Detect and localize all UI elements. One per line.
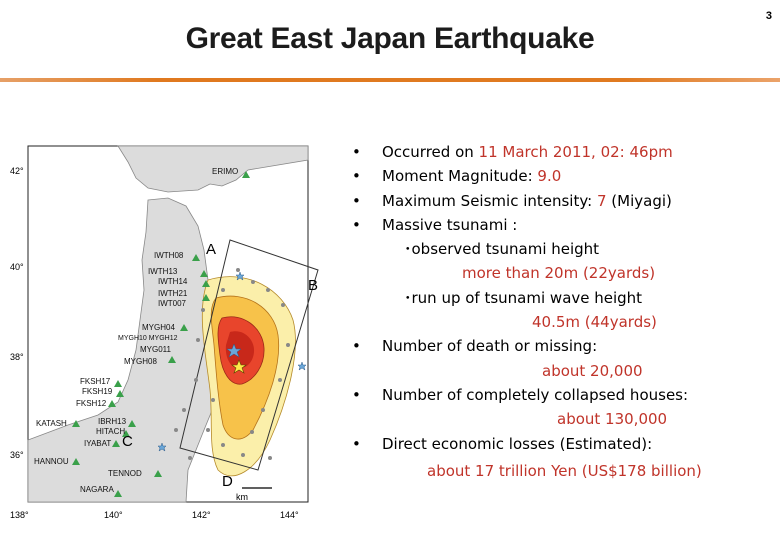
bullet: • — [352, 337, 361, 356]
slide-title: Great East Japan Earthquake — [185, 22, 595, 55]
bullet: • — [352, 385, 361, 404]
station-label: IWTH08 — [154, 251, 184, 260]
list-item — [352, 432, 772, 456]
list-item — [352, 189, 772, 213]
title-rule — [0, 78, 780, 82]
line-label: C — [122, 433, 133, 450]
lat-label: 36° — [10, 450, 24, 460]
fact-value: 40.5m (44yards) — [532, 313, 657, 332]
list-item — [352, 383, 772, 407]
list-item — [352, 164, 772, 188]
fact-value: 9.0 — [537, 167, 562, 186]
scale-label: km — [236, 492, 248, 502]
list-item — [352, 140, 772, 164]
station-label: IWTH21 — [158, 289, 188, 298]
fact-label: Number of completely collapsed houses: — [382, 385, 689, 404]
station-label: IWT007 — [158, 299, 187, 308]
bullet: • — [352, 143, 361, 161]
station-label: NAGARA — [80, 485, 114, 494]
fact-label: Occurred on — [382, 143, 479, 161]
map-svg — [8, 140, 328, 524]
station-label: MYG011 — [140, 345, 171, 354]
bullet: • — [352, 215, 361, 234]
fact-label: (Miyagi) — [606, 191, 672, 210]
line-label: A — [206, 241, 217, 258]
fact-label: Maximum Seismic intensity: — [382, 191, 597, 210]
earthquake-map — [8, 140, 328, 524]
lon-label: 138° — [10, 510, 29, 520]
list-item — [352, 213, 772, 237]
station-label: ERIMO — [212, 167, 239, 176]
station-label: IWTH13 — [148, 267, 178, 276]
page-number: 3 — [765, 10, 772, 22]
station-label: IBRH13 — [98, 417, 127, 426]
list-item — [352, 334, 772, 358]
bullet: • — [352, 191, 361, 210]
line-label: B — [308, 277, 319, 294]
station-label: MYGH08 — [124, 357, 157, 366]
station-label: IYABAT — [84, 439, 112, 448]
fact-label: Number of death or missing: — [382, 337, 598, 356]
lon-label: 144° — [280, 510, 299, 520]
fact-value: 7 — [596, 191, 607, 210]
fact-value: more than 20m (22yards) — [462, 264, 656, 283]
fact-value: about 20,000 — [542, 361, 643, 380]
fact-label: Massive tsunami : — [382, 215, 518, 234]
facts-list — [352, 140, 772, 456]
station-label: MYGH04 — [142, 323, 175, 332]
station-label: KATASH — [36, 419, 67, 428]
sub-item: ･run up of tsunami wave height — [404, 288, 643, 307]
losses-value: about 17 trillion Yen (US$178 billion) — [427, 462, 702, 480]
lon-label: 140° — [104, 510, 123, 520]
station-label: FKSH19 — [82, 387, 113, 396]
station-label: MYGH10 MYGH12 — [118, 335, 178, 342]
station-label: HITACH — [96, 427, 126, 436]
station-label: FKSH17 — [80, 377, 111, 386]
fact-label: Direct economic losses (Estimated): — [382, 434, 653, 453]
fact-value: 11 March 2011, 02: 46pm — [478, 143, 673, 161]
station-label: HANNOU — [34, 457, 69, 466]
lat-label: 40° — [10, 262, 24, 272]
station-label: TENNOD — [108, 469, 142, 478]
lon-label: 142° — [192, 510, 211, 520]
line-label: D — [222, 473, 233, 490]
lat-label: 42° — [10, 166, 24, 176]
fact-label: Moment Magnitude: — [382, 167, 538, 186]
bullet: • — [352, 167, 361, 186]
sub-item: ･observed tsunami height — [404, 240, 600, 259]
lat-label: 38° — [10, 352, 24, 362]
station-label: FKSH12 — [76, 399, 107, 408]
station-label: IWTH14 — [158, 277, 188, 286]
fact-value: about 130,000 — [557, 410, 668, 429]
bullet: • — [352, 434, 361, 453]
